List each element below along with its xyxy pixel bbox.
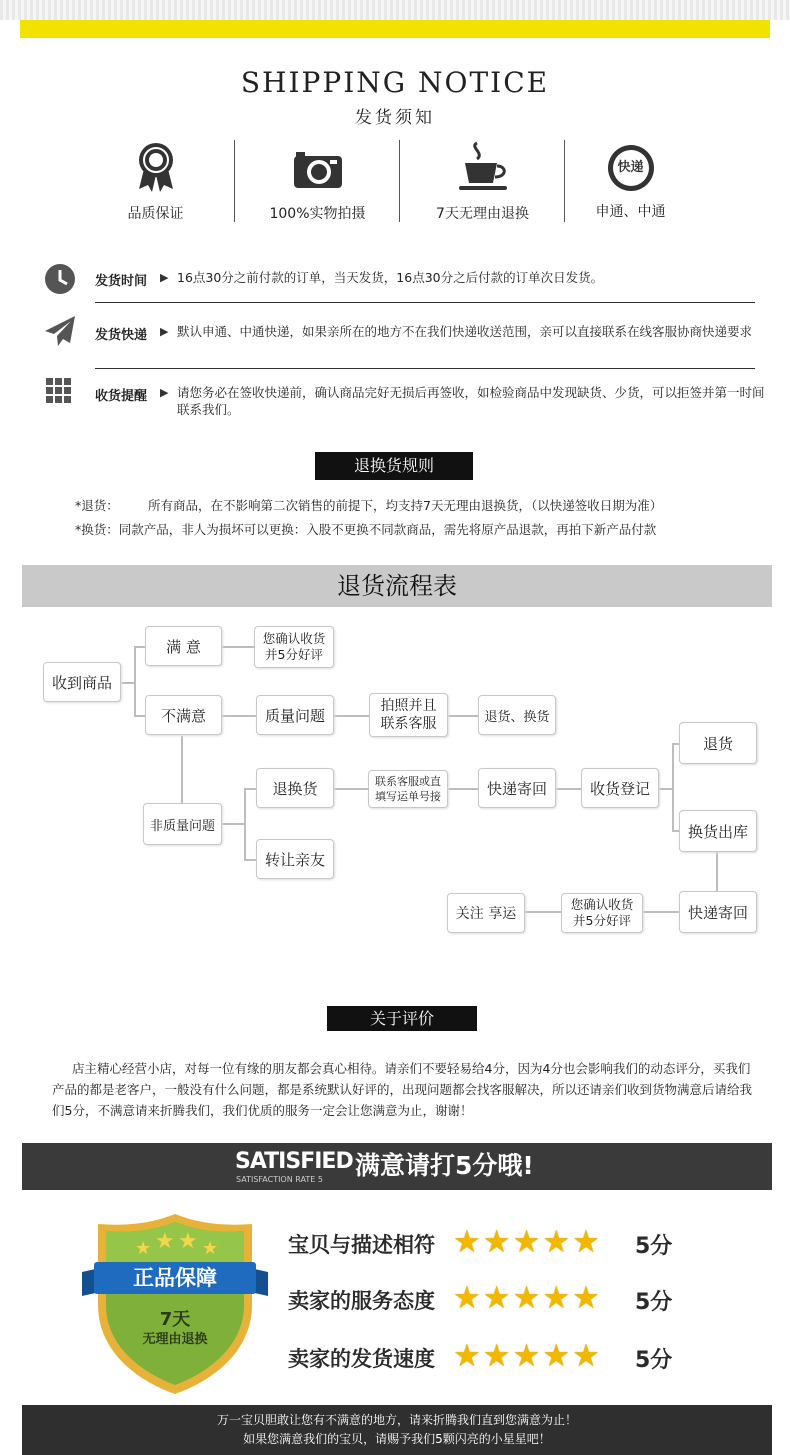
express-stamp-text: 快递 xyxy=(613,150,649,186)
notice-key: 发货时间 xyxy=(95,274,148,289)
connector xyxy=(672,743,674,831)
express-stamp-icon xyxy=(608,145,654,191)
review-title: 关于评价 xyxy=(327,1006,477,1031)
connector xyxy=(556,788,581,790)
airplane-icon xyxy=(40,313,80,353)
review-text xyxy=(52,1058,757,1121)
flow-unsatisfied: 不满意 xyxy=(145,695,222,735)
return-rule-text: 所有商品，在不影响第二次销售的前提下，均支持7天无理由退换货，（以快递签收日期为准） xyxy=(148,498,663,513)
flow-quality-issue: 质量问题 xyxy=(256,695,334,735)
flow-receipt-register: 收货登记 xyxy=(581,768,659,808)
rating-label: 卖家的发货速度 xyxy=(288,1347,435,1371)
notice-text: 16点30分之前付款的订单，当天发货，16点30分之后付款的订单次日发货。 xyxy=(177,270,604,285)
connector xyxy=(643,911,680,913)
star-rating-icon: ★★★★★ xyxy=(453,1338,602,1374)
connector xyxy=(221,715,257,717)
connector xyxy=(134,646,136,716)
svg-text:★: ★ xyxy=(202,1238,219,1259)
connector xyxy=(447,788,478,790)
rules-title: 退换货规则 xyxy=(315,452,473,480)
flow-refund-exchange: 退货、换货 xyxy=(478,695,556,735)
connector xyxy=(334,715,370,717)
notice-receipt xyxy=(40,376,765,421)
connector xyxy=(659,788,673,790)
rating-score: 5分 xyxy=(635,1290,673,1315)
flow-text: 填写运单号接 xyxy=(375,790,441,803)
flow-text: 并5分好评 xyxy=(573,913,631,928)
notice-key: 发货快递 xyxy=(95,328,148,343)
badge-subtitle: 无理由退换 xyxy=(142,1332,208,1347)
notice-key: 收货提醒 xyxy=(95,389,148,404)
shipping-notice-title: SHIPPING NOTICE xyxy=(240,66,550,99)
flow-text: 您确认收货 xyxy=(570,897,634,912)
notice-text: 请您务必在签收快递前，确认商品完好无损后再签收，如检验商品中发现缺货、少货，可以拒签并第一时间联系我们。 xyxy=(177,385,765,417)
flow-satisfied: 满 意 xyxy=(145,626,222,666)
connector xyxy=(447,715,479,717)
connector xyxy=(716,851,718,891)
footer-banner xyxy=(22,1405,772,1455)
flow-title: 退货流程表 xyxy=(22,565,772,607)
star-rating-icon: ★★★★★ xyxy=(453,1224,602,1260)
svg-text:★: ★ xyxy=(155,1229,175,1254)
rating-score: 5分 xyxy=(635,1348,673,1373)
clock-icon xyxy=(40,262,80,302)
connector xyxy=(120,682,135,684)
connector xyxy=(181,736,183,803)
connector xyxy=(525,911,561,913)
rating-row xyxy=(0,1281,790,1317)
flow-text: 联系客服或直 xyxy=(375,775,441,788)
arrow-right-icon: ▶ xyxy=(160,386,169,399)
return-rule-label: *退货： xyxy=(75,498,119,513)
flow-text: 联系客服 xyxy=(380,716,437,732)
camera-icon xyxy=(292,141,344,193)
arrow-right-icon: ▶ xyxy=(160,325,169,338)
flow-photo-contact xyxy=(369,693,448,737)
svg-text:★: ★ xyxy=(178,1229,198,1254)
satisfied-en: SATISFIED xyxy=(235,1149,353,1174)
grid-icon xyxy=(40,376,80,416)
shipping-notice-subtitle: 发货须知 xyxy=(355,108,435,128)
flow-ship-back-2: 快递寄回 xyxy=(679,891,757,933)
rating-row xyxy=(0,1339,790,1375)
flow-text: 并5分好评 xyxy=(265,647,323,662)
flow-confirm-receipt xyxy=(254,626,334,668)
feature-express xyxy=(548,135,713,230)
rating-label: 卖家的服务态度 xyxy=(288,1289,435,1313)
feature-quality xyxy=(73,135,238,230)
yellow-accent-bar xyxy=(20,20,770,38)
flow-ship-back: 快递寄回 xyxy=(478,768,556,808)
flow-text: 拍照并且 xyxy=(380,698,437,714)
divider xyxy=(95,368,755,369)
connector xyxy=(221,646,255,648)
rating-label: 宝贝与描述相符 xyxy=(288,1233,435,1257)
connector xyxy=(221,823,245,825)
satisfied-banner xyxy=(22,1143,772,1190)
connector xyxy=(244,788,246,860)
connector xyxy=(334,788,369,790)
feature-label: 申通、中通 xyxy=(595,204,666,220)
rating-row xyxy=(0,1225,790,1261)
flow-confirm-receipt-2 xyxy=(561,893,643,933)
notice-shipping-time xyxy=(40,262,760,296)
top-stripe xyxy=(0,0,790,20)
footer-line: 如果您满意我们的宝贝，请赐予我们5颗闪亮的小星星吧！ xyxy=(243,1432,551,1446)
feature-label: 品质保证 xyxy=(127,206,184,222)
svg-text:★: ★ xyxy=(135,1238,152,1259)
flow-text: 您确认收货 xyxy=(262,631,326,646)
footer-line: 万一宝贝胆敢让您有不满意的地方，请来折腾我们直到您满意为止！ xyxy=(216,1413,577,1427)
feature-photo xyxy=(235,135,400,230)
satisfied-cn: 满意请打5分哦! xyxy=(355,1151,534,1180)
flow-return-exchange: 退换货 xyxy=(256,768,334,808)
notice-courier xyxy=(40,313,760,358)
flow-received: 收到商品 xyxy=(43,662,121,702)
arrow-right-icon: ▶ xyxy=(160,271,169,284)
feature-label: 7天无理由退换 xyxy=(436,206,529,222)
rating-score: 5分 xyxy=(635,1234,673,1259)
flow-follow: 关注 享运 xyxy=(447,893,525,933)
flow-refund: 退货 xyxy=(679,722,757,764)
exchange-rule: *换货：同款产品，非人为损坏可以更换：入股不更换不同款商品，需先将原产品退款，再拍下新产品付款 xyxy=(75,522,657,537)
feature-label: 100%实物拍摄 xyxy=(269,206,366,222)
feature-return xyxy=(400,135,565,230)
satisfied-en-sub: SATISFACTION RATE 5 xyxy=(236,1175,323,1184)
flow-exchange-out: 换货出库 xyxy=(679,810,757,852)
divider xyxy=(95,302,755,303)
award-ribbon-icon xyxy=(136,141,176,193)
badge-days: 7天 xyxy=(159,1309,191,1330)
coffee-cup-icon xyxy=(455,141,511,193)
star-rating-icon: ★★★★★ xyxy=(453,1280,602,1316)
flow-contact-waybill xyxy=(368,770,448,808)
flow-nonquality-issue: 非质量问题 xyxy=(143,803,222,845)
notice-text: 默认申通、中通快递，如果亲所在的地方不在我们快递收送范围，亲可以直接联系在线客服协商快递要求 xyxy=(177,324,753,339)
flow-transfer-friend: 转让亲友 xyxy=(256,839,334,879)
review-paragraph: 店主精心经营小店，对每一位有缘的朋友都会真心相待。请亲们不要轻易给4分，因为4分也会影响我们的动态评分，买我们产品的都是老客户，一般没有什么问题，都是系统默认好评的，出现问题都会找客服解决，所以还请亲们收到货物满意后请给我们5分，不满意请来折腾我们，我们优质的服务一定会让您满意为止，谢谢！ xyxy=(52,1061,753,1118)
badge-title: 正品保障 xyxy=(133,1266,217,1290)
